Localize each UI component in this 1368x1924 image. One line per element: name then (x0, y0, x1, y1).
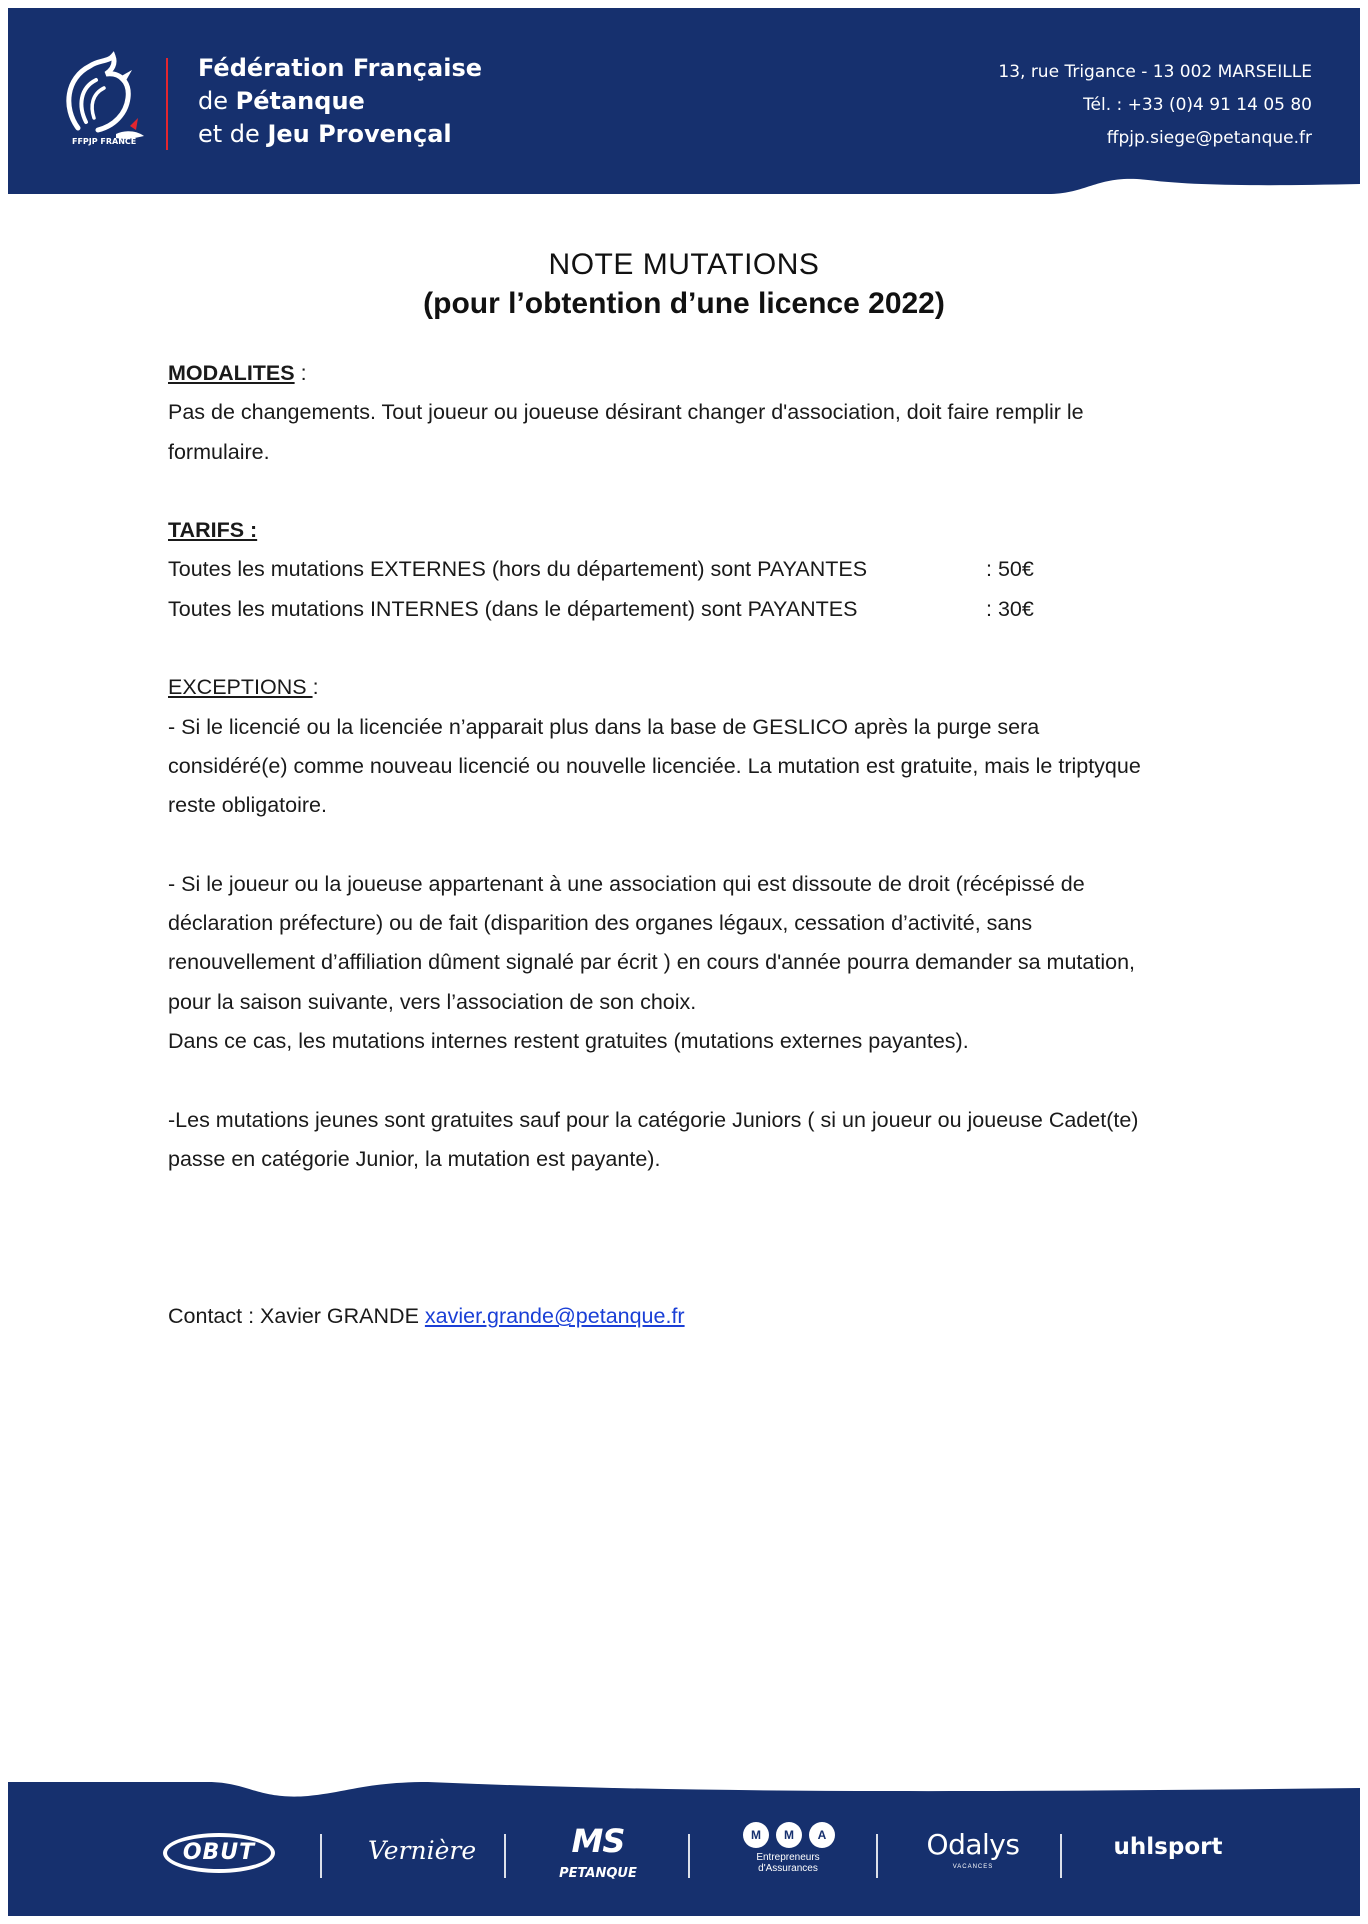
tarif-row-externes (168, 550, 1228, 589)
svg-text:FFPJP FRANCE: FFPJP FRANCE (72, 137, 137, 146)
contact-line: Contact : Xavier GRANDE xavier.grande@petanque.fr (168, 1304, 685, 1329)
exceptions-p3-line: -Les mutations jeunes sont gratuites sauf pour la catégorie Juniors ( si un joueur ou joueuse Cadet(te) (168, 1107, 1139, 1132)
exceptions-p2-line: - Si le joueur ou la joueuse appartenant à une association qui est dissoute de droit (récépissé de (168, 871, 1085, 896)
ffpjp-rooster-logo-icon (58, 48, 148, 154)
mma-circle: A (809, 1822, 835, 1848)
exceptions-p1-line: - Si le licencié ou la licenciée n’apparait plus dans la base de GESLICO après la purge sera (168, 714, 1040, 739)
ms-petanque-logo: MS (571, 1822, 625, 1860)
odalys-logo: Odalys (926, 1828, 1020, 1861)
exceptions-p2-line: Dans ce cas, les mutations internes restent gratuites (mutations externes payantes). (168, 1029, 969, 1054)
federation-email[interactable]: ffpjp.siege@petanque.fr (1106, 128, 1312, 148)
document-title-line2: (pour l’obtention d’une licence 2022) (423, 287, 945, 320)
tarif-row-internes (168, 590, 1228, 629)
exceptions-heading: EXCEPTIONS : (168, 675, 319, 700)
sponsor-separator (688, 1834, 690, 1878)
federation-name (198, 52, 482, 151)
tarif-price: : 50€ (986, 557, 1034, 582)
modalites-heading: MODALITES : (168, 361, 307, 385)
mma-circle: M (743, 1822, 769, 1848)
mma-logo (743, 1822, 835, 1850)
contact-email-link[interactable]: xavier.grande@petanque.fr (424, 1304, 685, 1329)
tarif-label: Toutes les mutations INTERNES (dans le département) sont PAYANTES (168, 596, 858, 621)
sponsor-separator (1060, 1834, 1062, 1878)
mma-circle: M (776, 1822, 802, 1848)
federation-name-line3: et de Jeu Provençal (198, 120, 452, 148)
modalites-text-line: formulaire. (168, 439, 270, 464)
uhlsport-logo: uhlsport (1113, 1834, 1223, 1860)
exceptions-p2-line: pour la saison suivante, vers l’association de son choix. (168, 989, 697, 1014)
sponsor-separator (320, 1834, 322, 1878)
tarifs-heading: TARIFS : (168, 518, 258, 543)
exceptions-p1-line: reste obligatoire. (168, 793, 327, 818)
sponsor-footer (8, 1782, 1360, 1916)
sponsor-separator (504, 1834, 506, 1878)
tarif-price: : 30€ (986, 596, 1034, 621)
document-body (168, 354, 1228, 1336)
tarif-label: Toutes les mutations EXTERNES (hors du département) sont PAYANTES (168, 557, 868, 582)
odalys-sub: VACANCES (952, 1864, 994, 1870)
federation-phone: Tél. : +33 (0)4 91 14 05 80 (1083, 95, 1312, 115)
modalites-text-line: Pas de changements. Tout joueur ou joueuse désirant changer d'association, doit faire remplir le (168, 400, 1084, 425)
exceptions-p2-line: renouvellement d’affiliation dûment signalé par écrit ) en cours d'année pourra demander sa mutation, (168, 950, 1135, 975)
obut-logo: OBUT (163, 1833, 275, 1873)
mma-subtitle: Entrepreneurs d'Assurances (756, 1852, 820, 1874)
federation-contact-block (998, 56, 1312, 155)
exceptions-p1-line: considéré(e) comme nouveau licencié ou nouvelle licenciée. La mutation est gratuite, mais le triptyque (168, 753, 1141, 778)
sponsor-separator (876, 1834, 878, 1878)
exceptions-p3-line: passe en catégorie Junior, la mutation est payante). (168, 1146, 661, 1171)
logo-divider (166, 58, 168, 150)
federation-name-line2: de Pétanque (198, 87, 365, 115)
verniere-logo: Vernière (368, 1836, 477, 1865)
document-title-line1: NOTE MUTATIONS (548, 248, 820, 281)
federation-name-line1: Fédération Française (198, 54, 483, 82)
letterhead-header (8, 8, 1360, 194)
ms-petanque-sub: PETANQUE (559, 1866, 637, 1881)
exceptions-p2-line: déclaration préfecture) ou de fait (disparition des organes légaux, cessation d’activité, sans (168, 911, 1033, 936)
document-title (0, 245, 1368, 323)
federation-address: 13, rue Trigance - 13 002 MARSEILLE (998, 62, 1312, 82)
